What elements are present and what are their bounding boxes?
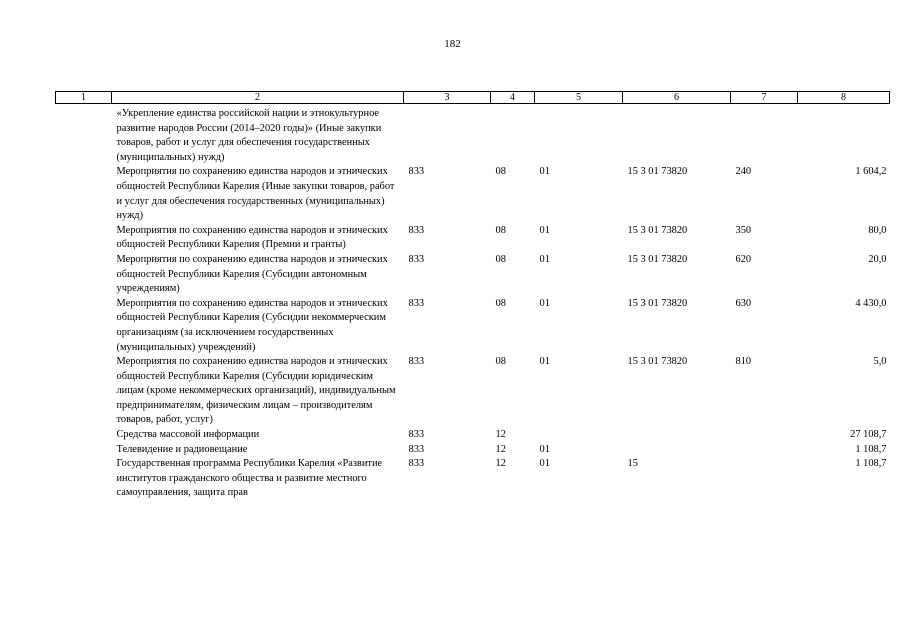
cell-section: 08 [495,166,506,178]
cell-name: Телевидение и радиовещание [116,443,248,455]
cell-amount: 20,0 [868,253,887,265]
page-number: 182 [444,38,461,50]
cell-ministry-code: 833 [408,443,425,455]
cell-subsection: 01 [539,166,550,178]
cell-target-article: 15 3 01 73820 [627,166,688,178]
table-row [56,428,890,443]
cell-expense-type: 630 [735,297,752,309]
cell-section: 08 [495,356,506,368]
cell-name: Мероприятия по сохранению единства народов и этнических общностей Республики Карелия (Премии и гранты) [116,224,388,251]
cell-section [491,104,535,166]
cell-col1 [56,457,112,501]
cell-amount: 5,0 [873,356,887,368]
cell-section: 08 [495,297,506,309]
cell-subsection: 01 [539,356,550,368]
cell-ministry-code: 833 [408,224,425,236]
cell-amount [798,104,890,166]
cell-col1 [56,443,112,458]
cell-name: Мероприятия по сохранению единства народов и этнических общностей Республики Карелия (Субсидии некоммерческим организациям (за исключением государственных (муниципальных) учреждений) [116,297,388,353]
cell-expense-type: 810 [735,356,752,368]
cell-amount: 1 604,2 [855,166,887,178]
cell-amount: 27 108,7 [850,429,887,441]
cell-target-article: 15 3 01 73820 [627,297,688,309]
column-header: 4 [491,92,535,104]
table-row [56,165,890,223]
table-row [56,224,890,253]
cell-ministry-code: 833 [408,356,425,368]
cell-name: Мероприятия по сохранению единства народов и этнических общностей Республики Карелия (Субсидии автономным учреждениям) [116,253,388,295]
cell-amount: 4 430,0 [855,297,887,309]
cell-col1 [56,428,112,443]
table-row [56,253,890,297]
column-header: 5 [535,92,623,104]
cell-expense-type [731,428,798,443]
cell-expense-type: 620 [735,253,752,265]
cell-amount: 1 108,7 [855,458,887,470]
cell-section: 12 [495,443,506,455]
cell-name: Мероприятия по сохранению единства народов и этнических общностей Республики Карелия (Субсидии юридическим лицам (кроме некоммерческих организаций), индивидуальным предпринимателям, физическим лицам – производителям товаров, работ, услуг) [116,356,396,426]
cell-amount: 80,0 [868,224,887,236]
cell-col1 [56,355,112,428]
cell-target-article: 15 3 01 73820 [627,224,688,236]
cell-section: 12 [495,458,506,470]
cell-name: Государственная программа Республики Карелия «Развитие институтов гражданского общества и развитие местного самоуправления, защита прав [116,458,383,499]
cell-expense-type: 240 [735,166,752,178]
table-row [56,297,890,355]
cell-expense-type [731,457,798,501]
cell-ministry-code: 833 [408,297,425,309]
cell-name: Мероприятия по сохранению единства народов и этнических общностей Республики Карелия (Иные закупки товаров, работ и услуг для обеспечения государственных (муниципальных) нужд) [116,166,395,222]
cell-name: Средства массовой информации [116,429,260,441]
cell-ministry-code: 833 [408,166,425,178]
cell-target-article: 15 3 01 73820 [627,253,688,265]
cell-expense-type: 350 [735,224,752,236]
cell-amount: 1 108,7 [855,443,887,455]
cell-ministry-code: 833 [408,458,425,470]
cell-subsection: 01 [539,253,550,265]
column-header: 6 [623,92,731,104]
cell-target-article [623,428,731,443]
cell-section: 08 [495,253,506,265]
cell-expense-type [731,104,798,166]
cell-col1 [56,165,112,223]
cell-target-article: 15 3 01 73820 [627,356,688,368]
table-row [56,457,890,501]
table-row [56,104,890,166]
cell-subsection: 01 [539,297,550,309]
column-header: 2 [112,92,404,104]
cell-target-article [623,443,731,458]
cell-subsection: 01 [539,443,550,455]
table-row [56,443,890,458]
cell-col1 [56,253,112,297]
cell-target-article [623,104,731,166]
column-header: 8 [798,92,890,104]
cell-section: 08 [495,224,506,236]
cell-name: «Укрепление единства российской нации и этнокультурное развитие народов России (2014–2020 годы)» (Иные закупки товаров, работ и услуг для обеспечения государственных (муниципальных) нужд) [116,108,382,163]
cell-expense-type [731,443,798,458]
cell-col1 [56,104,112,166]
column-header: 1 [56,92,112,104]
cell-ministry-code [404,104,491,166]
cell-ministry-code: 833 [408,429,425,441]
cell-subsection: 01 [539,224,550,236]
cell-ministry-code: 833 [408,253,425,265]
cell-col1 [56,224,112,253]
cell-target-article: 15 [627,458,638,470]
table-header-row [56,92,890,104]
budget-table [55,91,890,501]
cell-section: 12 [495,429,506,441]
cell-subsection: 01 [539,458,550,470]
cell-subsection [535,104,623,166]
cell-col1 [56,297,112,355]
cell-subsection [535,428,623,443]
column-header: 7 [731,92,798,104]
table-row [56,355,890,428]
column-header: 3 [404,92,491,104]
